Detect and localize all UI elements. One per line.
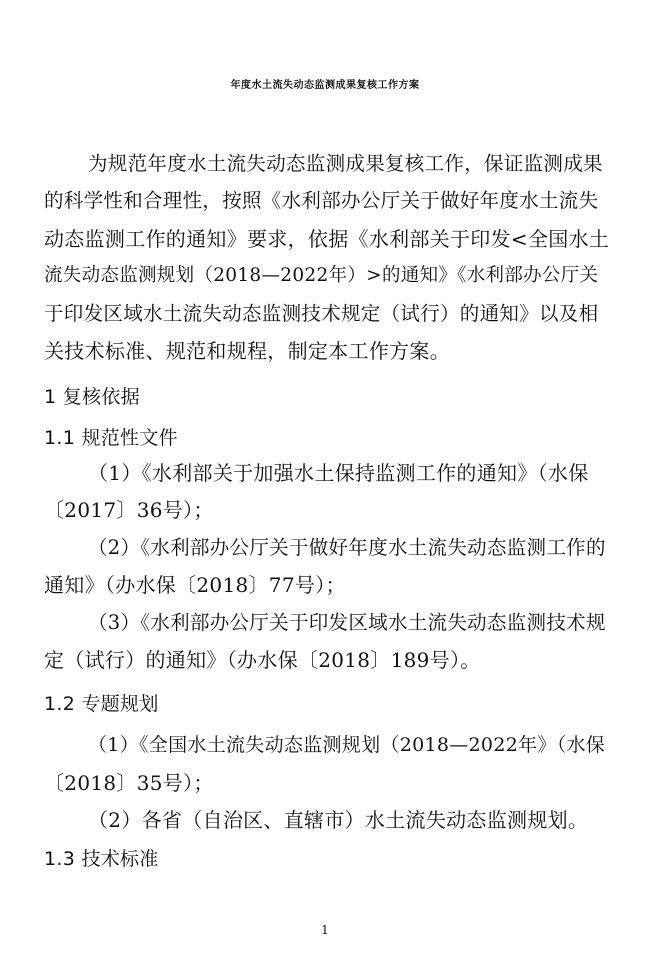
list-item-1-1-2: （2）《水利部办公厅关于做好年度水土流失动态监测工作的 [88, 536, 606, 559]
list-item-1-2-2: （2）各省（自治区、直辖市）水土流失动态监测规划。 [88, 808, 589, 832]
section-1-2-heading: 1.2 专题规划 [44, 693, 159, 715]
section-1-heading: 1 复核依据 [44, 386, 140, 408]
list-item-1-1-1-cont: 〔2017〕36号）； [44, 498, 214, 522]
list-item-1-1-1: （1）《水利部关于加强水土保持监测工作的通知》（水保 [88, 461, 589, 485]
page-number: 1 [321, 923, 329, 937]
document-title: 年度水土流失动态监测成果复核工作方案 [230, 80, 420, 91]
intro-line-6: 关技术标准、规范和规程，制定本工作方案。 [44, 339, 450, 363]
list-item-1-1-3: （3）《水利部办公厅关于印发区域水土流失动态监测技术规 [88, 611, 606, 634]
intro-line-1: 为规范年度水土流失动态监测成果复核工作，保证监测成果 [88, 152, 603, 175]
intro-line-2: 的科学性和合理性，按照《水利部办公厅关于做好年度水土流失 [44, 189, 599, 212]
list-item-1-2-1-cont: 〔2018〕35号）； [44, 771, 214, 795]
intro-line-4: 流失动态监测规划（2018—2022年）>的通知》《水利部办公厅关 [44, 265, 599, 286]
list-item-1-1-3-cont: 定（试行）的通知》（办水保〔2018〕189号）。 [44, 648, 481, 672]
section-1-1-heading: 1.1 规范性文件 [44, 427, 178, 449]
intro-line-3: 动态监测工作的通知》要求，依据《水利部关于印发<全国水土 [44, 227, 610, 251]
intro-line-5: 于印发区域水土流失动态监测技术规定（试行）的通知》以及相 [44, 302, 599, 325]
list-item-1-1-2-cont: 通知》（办水保〔2018〕77号）； [44, 573, 346, 597]
list-item-1-2-1: （1）《全国水土流失动态监测规划（2018—2022年》（水保 [88, 734, 606, 756]
section-1-3-heading: 1.3 技术标准 [44, 848, 159, 870]
